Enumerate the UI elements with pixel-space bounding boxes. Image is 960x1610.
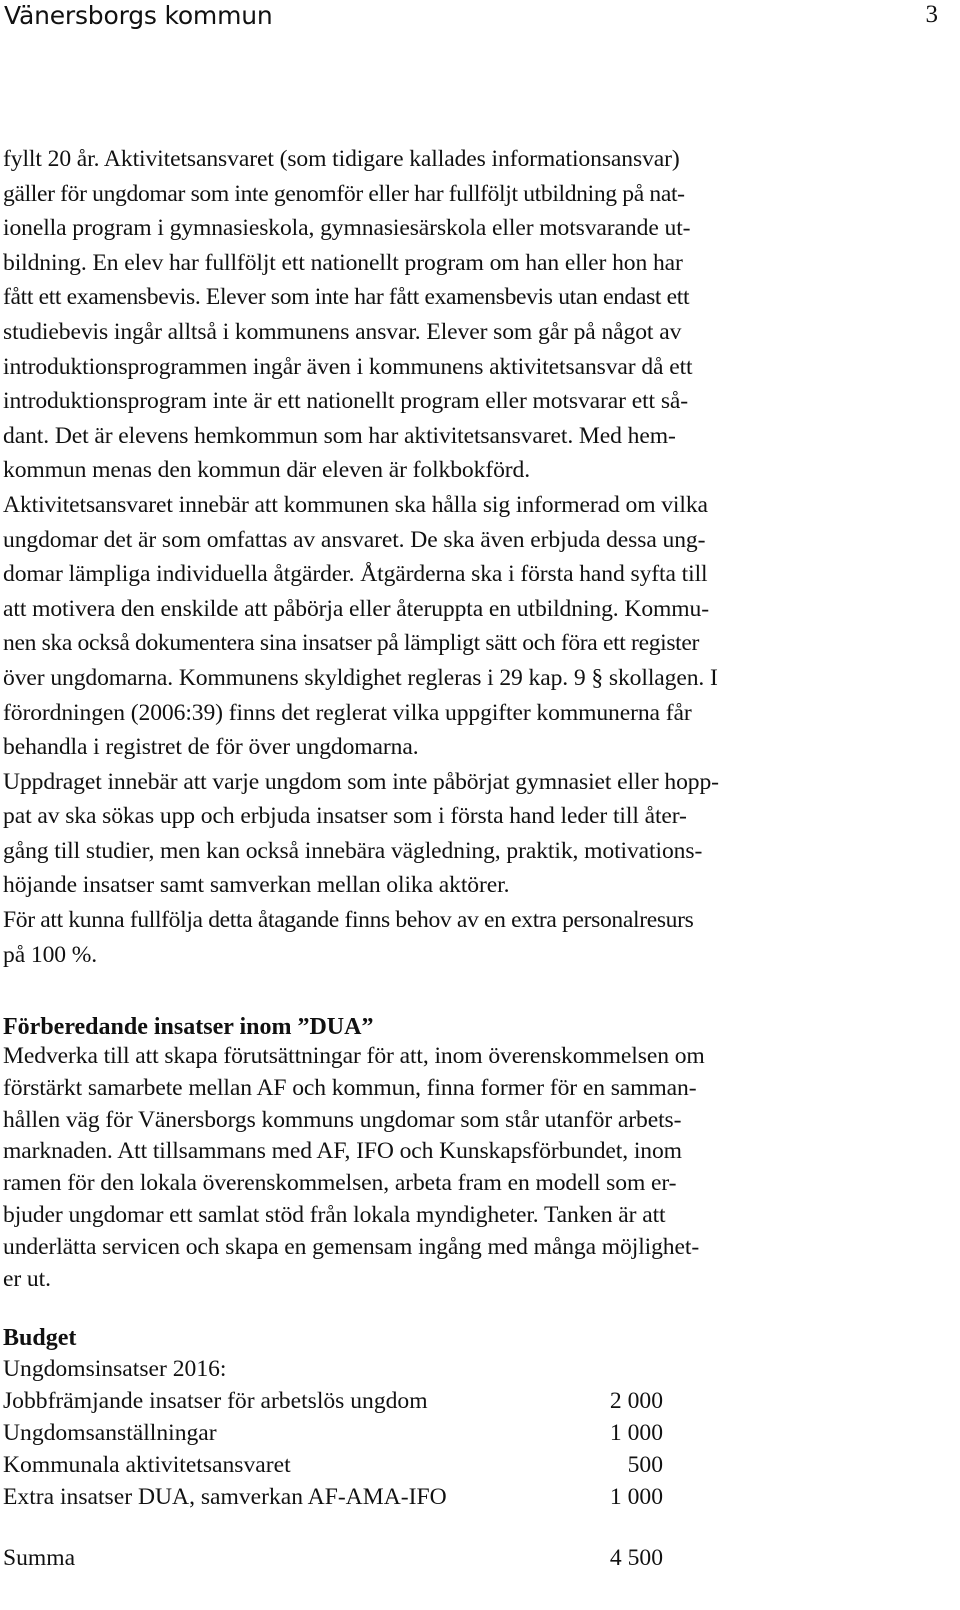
paragraph-dua <box>3 1041 943 1295</box>
text-line: underlätta servicen och skapa en gemensam ingång med många möjlighet- <box>3 1233 700 1260</box>
text-line: Aktivitetsansvaret innebär att kommunen ska hålla sig informerad om vilka <box>3 491 708 518</box>
text-line: domar lämpliga individuella åtgärder. Åtgärderna ska i första hand syfta till <box>3 561 708 588</box>
budget-subheading: Ungdomsinsatser 2016: <box>3 1356 227 1382</box>
text-line: ungdomar det är som omfattas av ansvaret. De ska även erbjuda dessa ung- <box>3 526 706 553</box>
text-line: nen ska också dokumentera sina insatser på lämpligt sätt och föra ett register <box>3 630 700 657</box>
budget-row-label: Extra insatser DUA, samverkan AF-AMA-IFO <box>3 1484 447 1510</box>
text-line: gång till studier, men kan också innebära vägledning, praktik, motivations- <box>3 837 703 864</box>
budget-row-label: Kommunala aktivitetsansvaret <box>3 1452 291 1478</box>
paragraph-aktivitetsansvar <box>3 142 943 972</box>
text-line: studiebevis ingår alltså i kommunens ansvar. Elever som går på något av <box>3 318 682 345</box>
text-line: hållen väg för Vänersborgs kommuns ungdomar som står utanför arbets- <box>3 1106 682 1133</box>
page-header <box>0 0 960 40</box>
text-line: dant. Det är elevens hemkommun som har aktivitetsansvaret. Med hem- <box>3 422 676 449</box>
text-line: ionella program i gymnasieskola, gymnasiesärskola eller motsvarande ut- <box>3 215 691 242</box>
text-line: introduktionsprogrammen ingår även i kommunens aktivitetsansvar då ett <box>3 353 693 380</box>
text-line: Medverka till att skapa förutsättningar för att, inom överenskommelsen om <box>3 1043 705 1069</box>
text-line: ramen för den lokala överenskommelsen, arbeta fram en modell som er- <box>3 1170 677 1197</box>
text-line: bjuder ungdomar ett samlat stöd från lokala myndigheter. Tanken är att <box>3 1201 666 1228</box>
budget-row-label: Jobbfrämjande insatser för arbetslös ungdom <box>3 1388 428 1414</box>
budget-row-value: 1 000 <box>609 1420 663 1446</box>
text-line: Uppdraget innebär att varje ungdom som inte påbörjat gymnasiet eller hopp- <box>3 768 719 795</box>
budget-total-value: 4 500 <box>609 1545 663 1571</box>
budget-row-value: 2 000 <box>609 1388 663 1414</box>
budget-row-label: Ungdomsanställningar <box>3 1420 217 1446</box>
text-line: på 100 %. <box>3 941 98 968</box>
budget-row-value: 1 000 <box>609 1484 663 1510</box>
text-line: behandla i registret de för över ungdomarna. <box>3 734 419 761</box>
text-line: gäller för ungdomar som inte genomför eller har fullföljt utbildning på nat- <box>3 180 685 207</box>
text-line: fyllt 20 år. Aktivitetsansvaret (som tidigare kallades informationsansvar) <box>3 146 680 172</box>
text-line: bildning. En elev har fullföljt ett nationellt program om han eller hon har <box>3 249 683 276</box>
text-line: kommun menas den kommun där eleven är folkbokförd. <box>3 457 531 484</box>
budget-row <box>3 1481 663 1513</box>
budget-total-label: Summa <box>3 1545 76 1571</box>
budget-total-row <box>3 1542 663 1574</box>
text-line: er ut. <box>3 1265 51 1292</box>
budget-row-value: 500 <box>627 1452 663 1478</box>
text-line: introduktionsprogram inte är ett nationellt program eller motsvarar ett så- <box>3 388 689 415</box>
budget-row <box>3 1417 663 1449</box>
text-line: För att kunna fullfölja detta åtagande finns behov av en extra personalresurs <box>3 907 694 934</box>
text-line: fått ett examensbevis. Elever som inte har fått examensbevis utan endast ett <box>3 284 690 311</box>
section-heading-dua: Förberedande insatser inom ”DUA” <box>3 1014 374 1040</box>
budget-row <box>3 1449 663 1481</box>
text-line: pat av ska sökas upp och erbjuda insatser som i första hand leder till åter- <box>3 803 687 830</box>
text-line: höjande insatser samt samverkan mellan olika aktörer. <box>3 872 510 899</box>
text-line: över ungdomarna. Kommunens skyldighet regleras i 29 kap. 9 § skollagen. I <box>3 664 718 691</box>
text-line: att motivera den enskilde att påbörja eller återuppta en utbildning. Kommu- <box>3 595 709 622</box>
text-line: marknaden. Att tillsammans med AF, IFO och Kunskapsförbundet, inom <box>3 1138 682 1165</box>
page-number: 3 <box>925 1 938 28</box>
municipality-name: Vänersborgs kommun <box>4 1 273 30</box>
text-line: förstärkt samarbete mellan AF och kommun, finna former för en samman- <box>3 1074 697 1101</box>
budget-row <box>3 1385 663 1417</box>
budget-heading: Budget <box>3 1325 77 1351</box>
text-line: förordningen (2006:39) finns det reglerat vilka uppgifter kommunerna får <box>3 699 692 726</box>
